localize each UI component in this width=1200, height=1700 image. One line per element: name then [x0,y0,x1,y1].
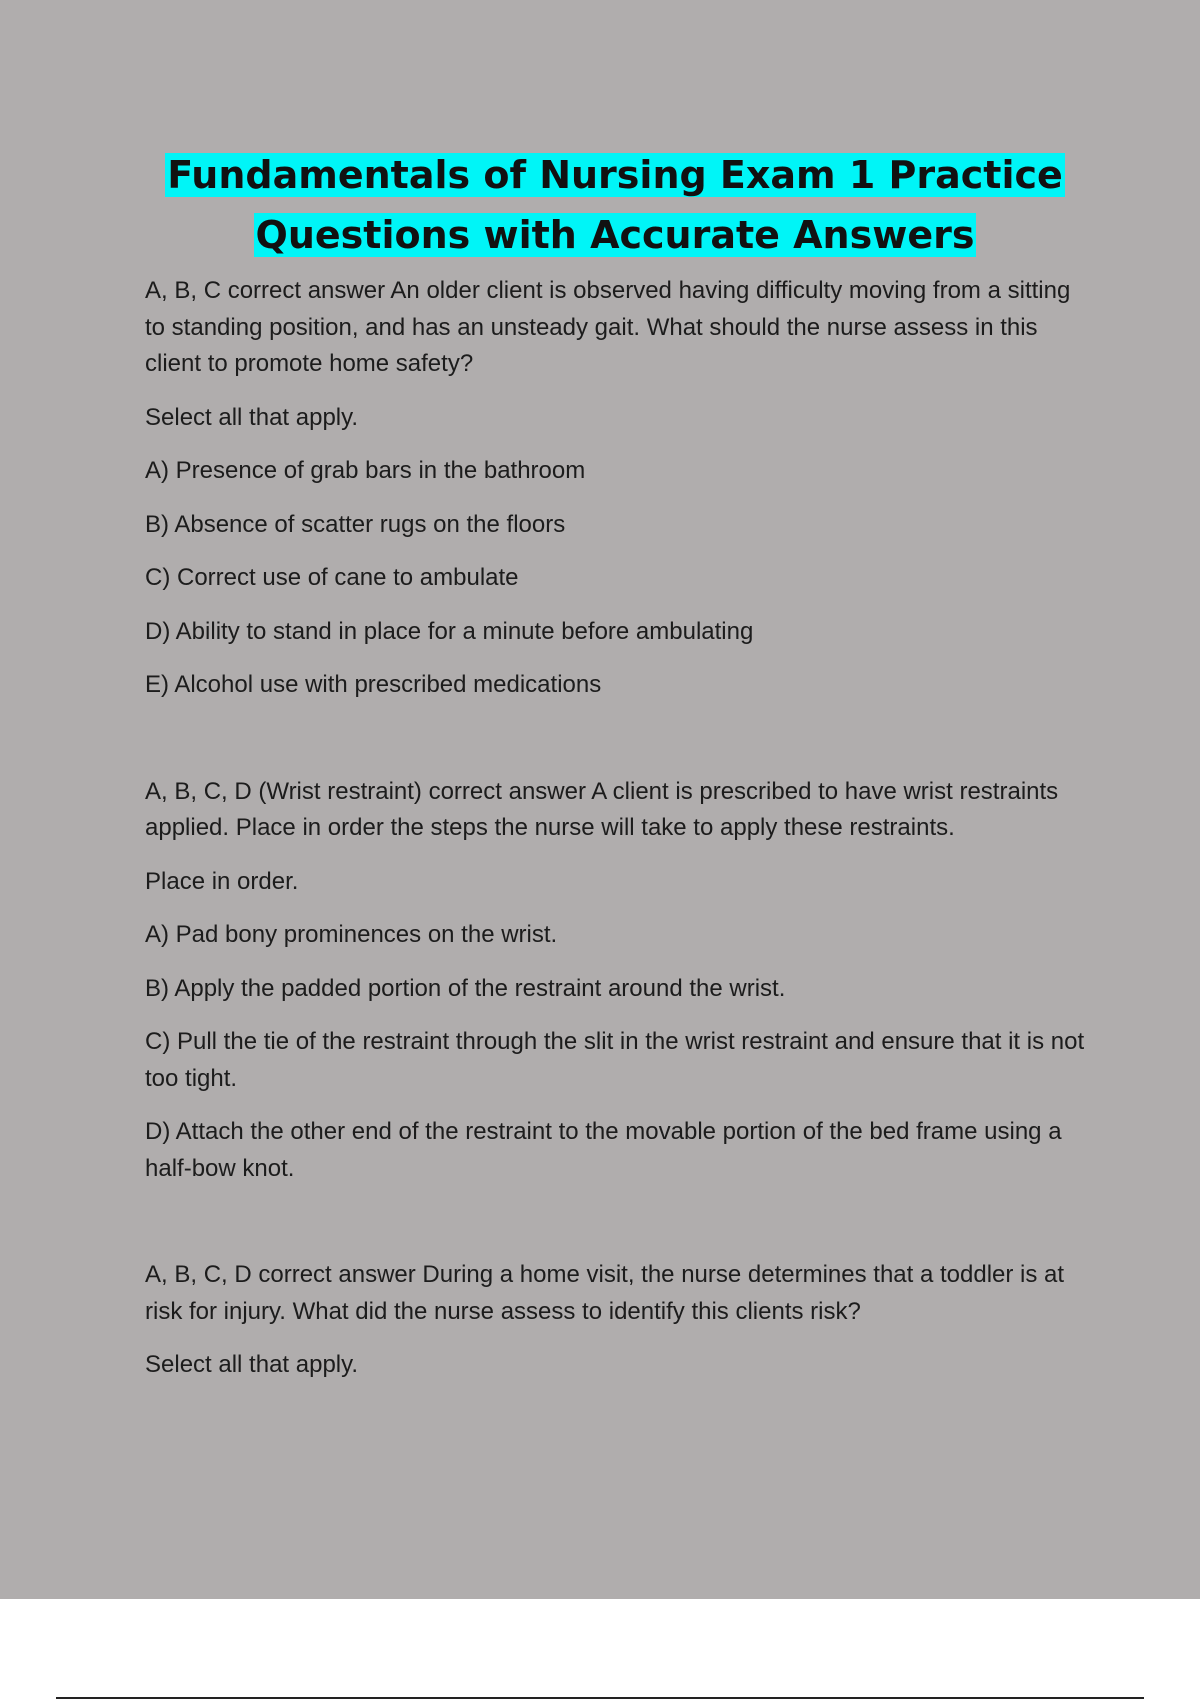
answer-option: B) Apply the padded portion of the restraint around the wrist. [145,974,786,1002]
question-stem: A, B, C, D correct answer During a home visit, the nurse determines that a toddler is at risk for injury. What did the nurse assess to identify this clients risk? [145,1261,1065,1325]
question-stem: A, B, C, D (Wrist restraint) correct answer A client is prescribed to have wrist restraints applied. Place in order the steps the nurse will take to apply these restraints. [145,777,1059,841]
answer-option: C) Correct use of cane to ambulate [145,564,519,591]
answer-option: C) Pull the tie of the restraint through the slit in the wrist restraint and ensure that it is not too tight. [145,1028,1085,1092]
answer-option: E) Alcohol use with prescribed medications [145,671,602,698]
title-line-2: Questions with Accurate Answers [255,213,975,257]
question-instruction: Place in order. [145,867,299,895]
title-line-1: Fundamentals of Nursing Exam 1 Practice [167,153,1063,197]
section-spacer [145,721,1085,774]
question-instruction: Select all that apply. [145,1351,359,1378]
question-1 [145,273,1085,704]
answer-option: D) Attach the other end of the restraint to the movable portion of the bed frame using a half-bow knot. [145,1118,1062,1182]
question-instruction: Select all that apply. [145,403,359,431]
document-title [145,145,1085,265]
question-3 [145,1257,1085,1384]
answer-option: A) Presence of grab bars in the bathroom [145,457,586,484]
document-content [145,145,1085,1401]
answer-option: A) Pad bony prominences on the wrist. [145,921,558,948]
footer-divider [56,1697,1144,1699]
question-2 [145,774,1085,1188]
question-stem: A, B, C correct answer An older client is observed having difficulty moving from a sitting to standing position, and has an unsteady gait. What should the nurse assess in this client to promote home safety? [145,277,1071,377]
answer-option: B) Absence of scatter rugs on the floors [145,510,566,538]
answer-option: D) Ability to stand in place for a minute before ambulating [145,617,754,645]
section-spacer [145,1204,1085,1257]
